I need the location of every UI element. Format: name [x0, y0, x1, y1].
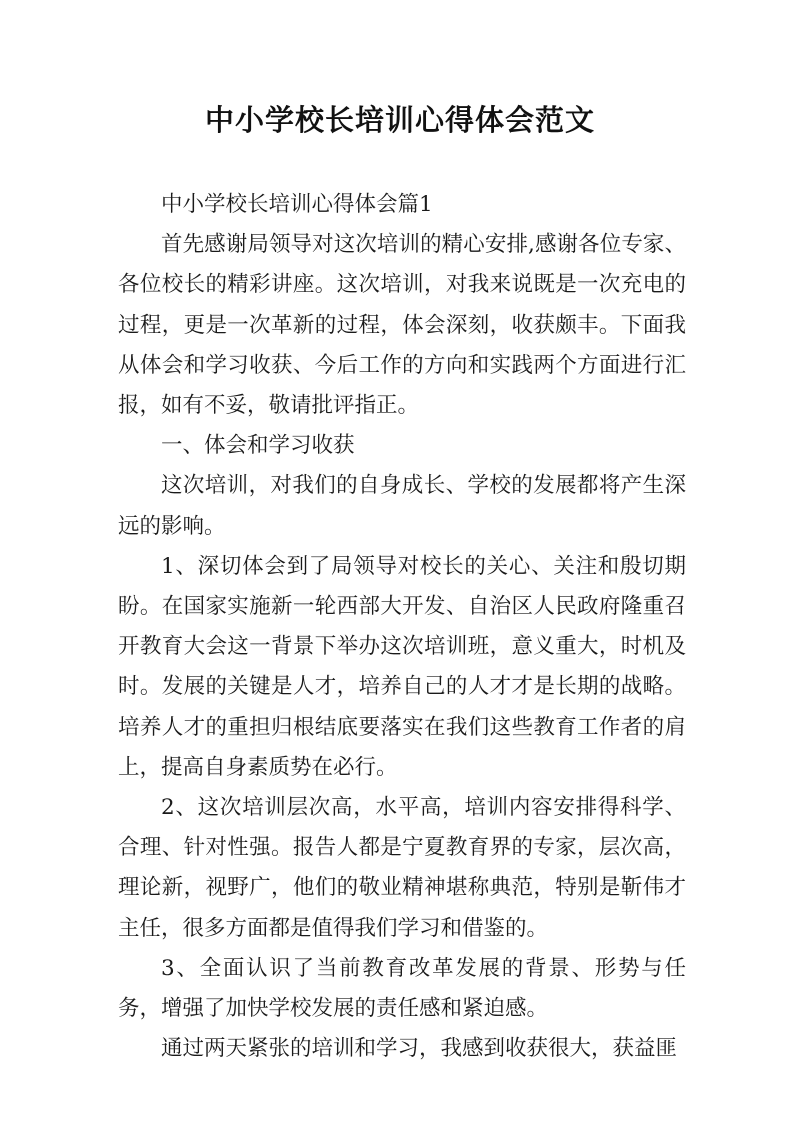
- paragraph-section-heading: 中小学校长培训心得体会篇1: [161, 192, 433, 217]
- document-title: 中小学校长培训心得体会范文: [204, 103, 595, 137]
- document-body: [118, 185, 686, 1069]
- paragraph: 2、这次培训层次高，水平高，培训内容安排得科学、合理、针对性强。报告人都是宁夏教育界的专家，层次高，理论新，视野广，他们的敬业精神堪称典范，特别是靳伟才主任，很多方面都是值得我们学习和借鉴的。: [118, 795, 686, 941]
- paragraph: 首先感谢局领导对这次培训的精心安排,感谢各位专家、各位校长的精彩讲座。这次培训，对我来说既是一次充电的过程，更是一次革新的过程，体会深刻，收获颇丰。下面我从体会和学习收获、今后工作的方向和实践两个方面进行汇报，如有不妥，敬请批评指正。: [118, 232, 686, 419]
- paragraph: 1、深切体会到了局领导对校长的关心、关注和殷切期盼。在国家实施新一轮西部大开发、自治区人民政府隆重召开教育大会这一背景下举办这次培训班，意义重大，时机及时。发展的关键是人才，培养自己的人才才是长期的战略。培养人才的重担归根结底要落实在我们这些教育工作者的肩上，提高自身素质势在必行。: [118, 553, 686, 780]
- paragraph: 这次培训，对我们的自身成长、学校的发展都将产生深远的影响。: [118, 473, 686, 539]
- paragraph: 通过两天紧张的培训和学习，我感到收获很大，获益匪: [161, 1036, 678, 1062]
- paragraph: 3、全面认识了当前教育改革发展的背景、形势与任务，增强了加快学校发展的责任感和紧迫感。: [118, 955, 686, 1022]
- paragraph-subheading: 一、体会和学习收获: [161, 433, 355, 459]
